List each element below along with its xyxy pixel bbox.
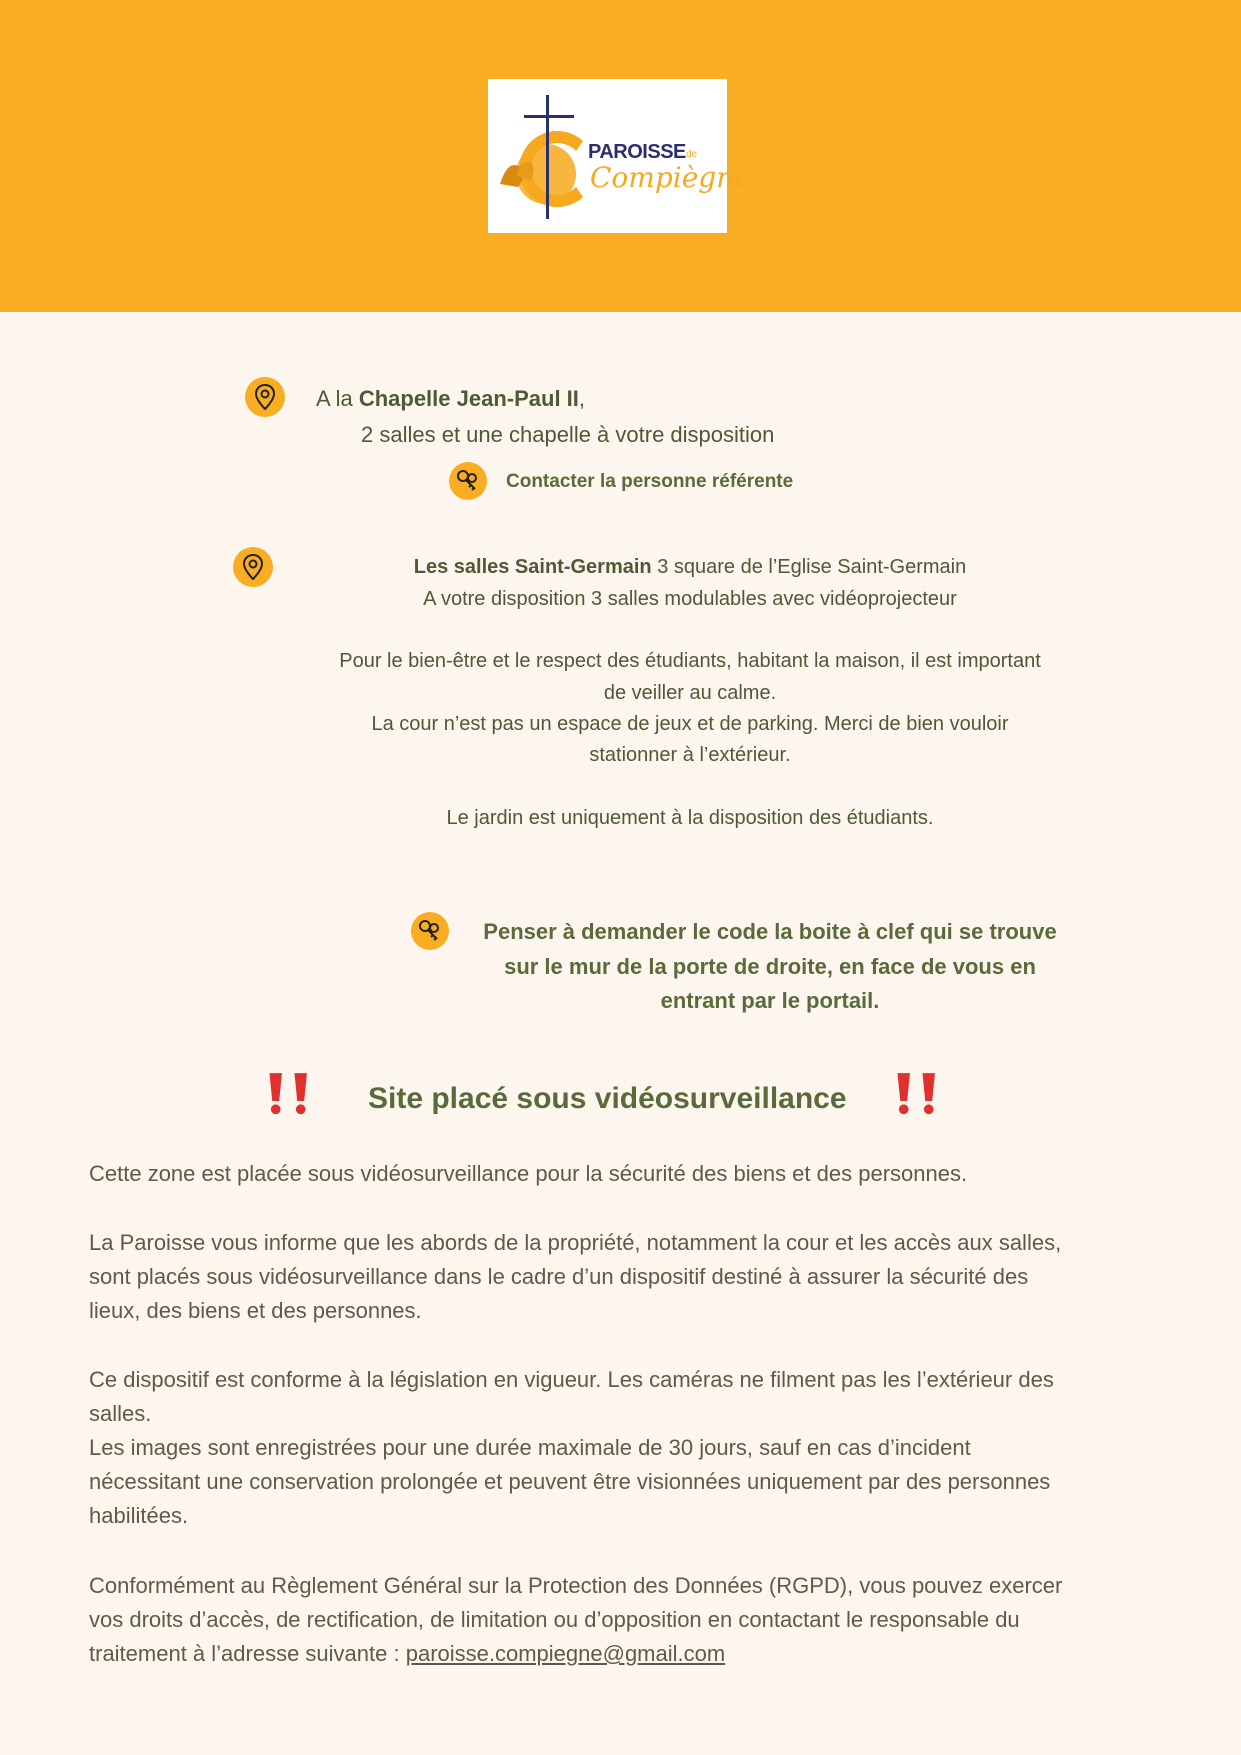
logo-text-compiegne: Compiègne <box>590 161 751 194</box>
surveillance-paragraph-4: Conformément au Règlement Général sur la Protection des Données (RGPD), vous pouvez exercer vos droits d’accès, de rectification, de limitation ou d’opposition en contactant le responsable du traitement à l’adresse suivante : paroisse.compiegne@gmail.com <box>89 1573 1063 1666</box>
key-notice-line: Penser à demander le code la boite à clef qui se trouve <box>483 919 1057 944</box>
header-banner <box>0 0 1241 312</box>
logo-text-de: de <box>686 149 698 160</box>
note-line: de veiller au calme. <box>603 682 777 704</box>
location-pin-icon <box>233 547 273 587</box>
key-notice-line: sur le mur de la porte de droite, en face de vous en <box>504 954 1036 979</box>
garden-note: Le jardin est uniquement à la disposition des étudiants. <box>446 807 934 829</box>
note-line: La cour n’est pas un espace de jeux et de parking. Merci de bien vouloir <box>371 713 1009 735</box>
location-pin-icon <box>245 377 285 417</box>
logo-text-paroisse: PAROISSE <box>588 141 686 163</box>
keys-icon <box>449 462 487 500</box>
surveillance-paragraph-3: Ce dispositif est conforme à la législation en vigueur. Les caméras ne filment pas les l’extérieur des salles. Les images sont enregistrées pour une durée maximale de 30 jours, sauf en cas d’incident nécessitant une conservation prolongée et peuvent être visionnées uniquement par des personnes habilitées. <box>89 1367 1054 1528</box>
surveillance-title: Site placé sous vidéosurveillance <box>368 1082 847 1115</box>
saint-germain-description: A votre disposition 3 salles modulables avec vidéoprojecteur <box>423 588 957 610</box>
chapelle-title: A la Chapelle Jean-Paul II, <box>316 386 586 411</box>
surveillance-paragraph-2: La Paroisse vous informe que les abords de la propriété, notamment la cour et les accès aux salles, sont placés sous vidéosurveillance dans le cadre d’un dispositif destiné à assurer la sécurité des lieux, des biens et des personnes. <box>89 1230 1062 1323</box>
double-exclamation-icon <box>266 1062 316 1126</box>
key-notice-line: entrant par le portail. <box>660 988 880 1013</box>
double-exclamation-icon <box>894 1062 944 1126</box>
email-link[interactable]: paroisse.compiegne@gmail.com <box>405 1641 726 1666</box>
parish-logo <box>488 79 751 233</box>
note-line: stationner à l’extérieur. <box>589 744 791 766</box>
surveillance-paragraph-1: Cette zone est placée sous vidéosurveillance pour la sécurité des biens et des personnes. <box>89 1161 968 1186</box>
contact-referent-text: Contacter la personne référente <box>506 471 794 492</box>
chapelle-description: 2 salles et une chapelle à votre disposition <box>361 422 775 447</box>
note-line: Pour le bien-être et le respect des étudiants, habitant la maison, il est important <box>339 650 1041 672</box>
saint-germain-title: Les salles Saint-Germain 3 square de l’Eglise Saint-Germain <box>413 556 967 578</box>
